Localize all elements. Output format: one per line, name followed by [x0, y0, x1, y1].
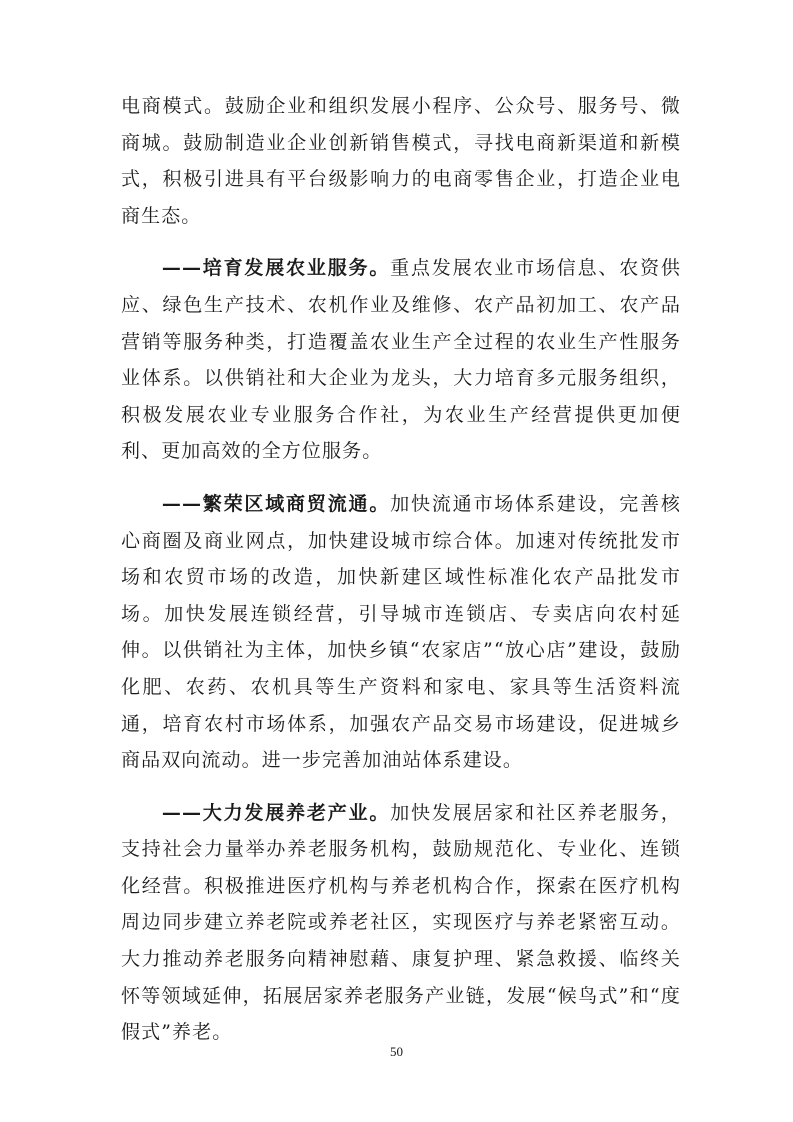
paragraph-text: 加快流通市场体系建设，完善核心商圈及商业网点，加快建设城市综合体。加速对传统批发市场和农贸市场的改造，加快新建区域性标准化农产品批发市场。加快发展连锁经营，引导城市连锁店、专卖店向农村延伸。以供销社为主体，加快乡镇“农家店”“放心店”建设，鼓励化肥、农药、农机具等生产资料和家电、家具等生活资料流通，培育农村市场体系，加强农产品交易市场建设，促进城乡商品双向流动。进一步完善加油站体系建设。 — [121, 492, 681, 772]
paragraph-ecommerce-continued — [121, 88, 681, 234]
paragraph-text: 电商模式。鼓励企业和组织发展小程序、公众号、服务号、微商城。鼓励制造业企业创新销售模式，寻找电商新渠道和新模式，积极引进具有平台级影响力的电商零售企业，打造企业电商生态。 — [121, 95, 681, 227]
document-body — [121, 88, 681, 1051]
paragraph-regional-commerce — [121, 486, 681, 779]
paragraph-heading: ——大力发展养老产业。 — [161, 801, 391, 824]
page-number: 50 — [390, 1044, 403, 1059]
paragraph-text: 加快发展居家和社区养老服务，支持社会力量举办养老服务机构，鼓励规范化、专业化、连锁化经营。积极推进医疗机构与养老机构合作，探索在医疗机构周边同步建立养老院或养老社区，实现医疗与养老紧密互动。大力推动养老服务向精神慰藉、康复护理、紧急救援、临终关怀等领域延伸，拓展居家养老服务产业链，发展“候鸟式”和“度假式”养老。 — [121, 801, 681, 1044]
paragraph-heading: ——培育发展农业服务。 — [161, 257, 391, 280]
paragraph-text: 重点发展农业市场信息、农资供应、绿色生产技术、农机作业及维修、农产品初加工、农产品营销等服务种类，打造覆盖农业生产全过程的农业生产性服务业体系。以供销社和大企业为龙头，大力培育多元服务组织，积极发展农业专业服务合作社，为农业生产经营提供更加便利、更加高效的全方位服务。 — [121, 257, 681, 463]
paragraph-heading: ——繁荣区域商贸流通。 — [161, 492, 391, 515]
paragraph-elderly-care — [121, 795, 681, 1051]
paragraph-agricultural-services — [121, 250, 681, 470]
